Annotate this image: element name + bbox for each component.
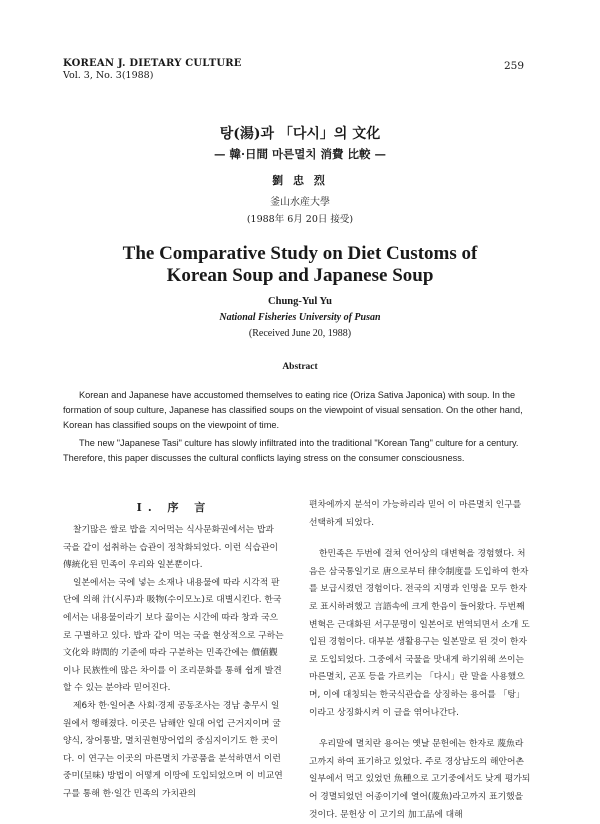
abstract-paragraph-2: The new "Japanese Tasi" culture has slowly infiltrated into the traditional "Korean Tang" culture for a century. Therefore, this paper discusses the cultural conflicts laying stress on the consumer consciousness.	[63, 438, 519, 464]
abstract-paragraph-1: Korean and Japanese have accustomed themselves to eating rice (Oriza Sativa Japonica) with soup. In the formation of soup culture, Japanese has classified soups on the viewpoint of visual sensation. On the other hand, Korean has classified soups on the viewpoint of time.	[63, 390, 523, 431]
abstract-heading: Abstract	[282, 362, 318, 372]
body-paragraph: 일본에서는 국에 넣는 소재나 내용물에 따라 시각적 판단에 의해 汁(시루)과 吸物(수이모노)로 대별시킨다. 한국에서는 내용물이라기 보다 끓이는 시간에 따라 창과 국으로 구별하고 있다. 밥과 같이 먹는 국을 현상적으로 구하는 文化와 時間的 기준에 따라 구분하는 민족간에는 價値觀이나 民族性에 많은 차이를 이 조리문화를 통해 쉽게 발견할 수 있는 분야라 믿어진다.	[63, 577, 284, 694]
english-title-line2: Korean Soup and Japanese Soup	[166, 265, 434, 286]
body-paragraph: 제6차 한·일어촌 사회·경제 공동조사는 경남 충무시 일원에서 행해졌다. 이곳은 남해안 일대 어업 근거지이며 굴양식, 장어통발, 멸치권현망어업의 중심지이기도 한 곳이다. 이 연구는 이곳의 마른멸치 가공품을 분석하면서 이런 중미(呈味) 방법이 어떻게 이땅에 도입되었으며 이 비교연구를 통해 한·일간 민족의 가치관의	[63, 700, 283, 799]
korean-affiliation: 釜山水産大學	[270, 197, 330, 208]
body-paragraph: 찰기많은 쌀로 밥을 지어먹는 식사문화권에서는 밥과 국을 같이 섭취하는 습관이 정착화되었다. 이런 식습관이 傳統化된 민족이 우리와 일본뿐이다.	[63, 525, 279, 571]
english-received-date: (Received June 20, 1988)	[248, 328, 352, 339]
korean-author: 劉 忠 烈	[272, 174, 328, 187]
korean-subtitle: — 韓·日間 마른멸치 消費 比較 —	[214, 147, 386, 161]
english-affiliation: National Fisheries University of Pusan	[219, 312, 381, 323]
section-heading-introduction: I. 序 言	[136, 501, 212, 514]
paragraph-spacer	[309, 532, 531, 546]
korean-received-date: (1988年 6月 20日 接受)	[246, 214, 354, 225]
body-paragraph: 한민족은 두번에 걸쳐 언어상의 대변혁을 경험했다. 처음은 삼국통일기로 唐으로부터 律令制度를 도입하여 한자를 보급시켰던 경험이다. 전국의 지명과 인명을 모두 한자로 표시하려했고 言語속에 크게 한음이 들어왔다. 두번째 변혁은 근대화된 서구문명이 일본어로 번역되면서 소개 도입된 경험이다. 대부분 생활용구는 일본말로 된 것이 한자로 도입되었다. 그중에서 국물을 맛내게 하기위해 쓰이는 마른멸치, 곤포 등을 가르키는 「다시」란 말을 사용했으며, 이에 대칭되는 한국식관습을 상징하는 용어를 「탕」이라고 상징화시켜 이 글을 엮어나간다.	[309, 549, 530, 718]
paragraph-spacer	[309, 722, 531, 736]
body-column-right	[309, 497, 531, 824]
body-column-left	[63, 497, 285, 804]
journal-name: KOREAN J. DIETARY CULTURE	[63, 58, 242, 69]
english-title-line1: The Comparative Study on Diet Customs of	[122, 243, 478, 264]
body-paragraph: 우리말에 멸치란 용어는 옛날 문헌에는 한자로 蔑魚라고까지 하여 표기하고 있었다. 주로 경상남도의 해안어촌 일부에서 먹고 있었던 魚種으로 고기중에서도 낮게 평가되어 경멸되었던 어종이기에 열어(蔑魚)라고까지 표기했을 것이다. 문헌상 이 고기의 加工品에 대해	[309, 739, 531, 820]
korean-title: 탕(湯)과 「다시」의 文化	[219, 126, 381, 142]
body-paragraph: 편차에까지 분석이 가능하리라 믿어 이 마른멸치 인구를 선택하게 되었다.	[309, 500, 522, 528]
volume-info: Vol. 3, No. 3(1988)	[63, 70, 154, 81]
page-number: 259	[503, 60, 524, 72]
english-author: Chung-Yul Yu	[268, 296, 332, 307]
